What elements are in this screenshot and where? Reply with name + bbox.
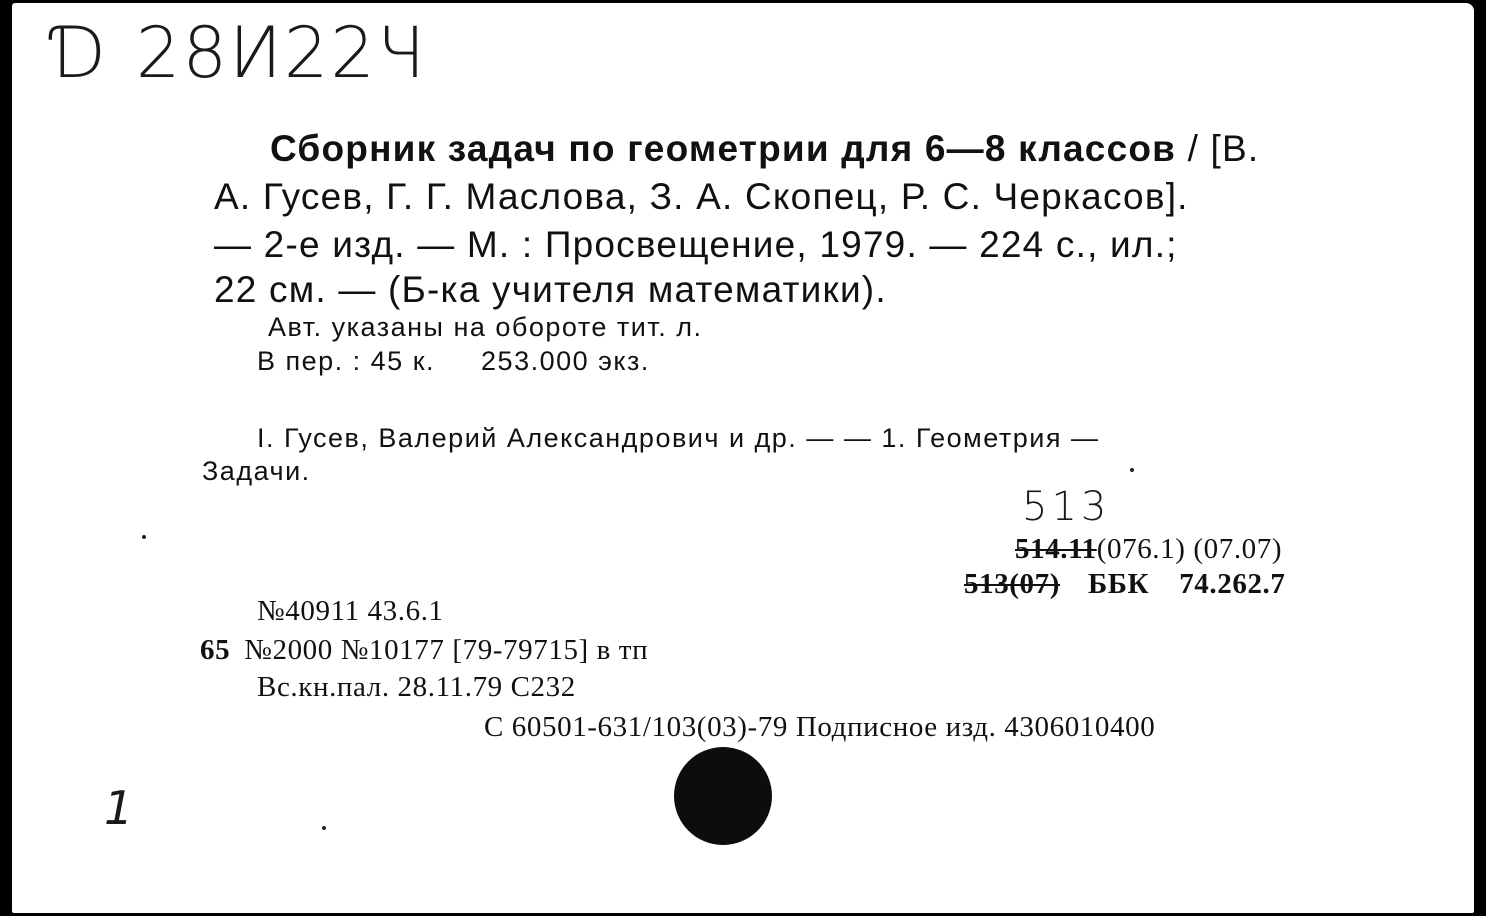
imprint-number: 65 — [200, 634, 231, 666]
bbk-line — [964, 566, 1286, 602]
description-line-3: — 2-е изд. — М. : Просвещение, 1979. — 224 с., ил.; — [214, 224, 1178, 265]
tracings-line-1: I. Гусев, Валерий Александрович и др. — — 1. Геометрия — — [257, 423, 1100, 453]
description-line-1 — [270, 127, 1259, 171]
handwritten-code: 513 — [1022, 484, 1111, 530]
speck — [1130, 468, 1134, 472]
price: В пер. : 45 к. — [257, 346, 436, 376]
print-run: 253.000 экз. — [481, 346, 650, 376]
price-line — [257, 344, 650, 378]
udc-line — [1015, 531, 1282, 567]
imprint-line-2 — [200, 632, 648, 668]
udc-rest: (076.1) (07.07) — [1096, 533, 1283, 565]
udc2-struck: 513(07) — [964, 568, 1061, 600]
shelf-mark: Ɗ 28И22Ч — [52, 12, 427, 94]
book-title: Сборник задач по геометрии для 6—8 классов — [270, 128, 1177, 169]
description-line-4: 22 см. — (Б-ка учителя математики). — [214, 269, 887, 310]
description-line-1-rest: / [В. — [1176, 128, 1260, 169]
imprint-line-1: №40911 43.6.1 — [257, 595, 444, 627]
imprint-line-4: С 60501-631/103(03)-79 Подписное изд. 4306010400 — [484, 711, 1156, 743]
handwritten-page-number: 1 — [104, 781, 134, 835]
bbk-value: 74.262.7 — [1179, 568, 1286, 600]
imprint-line-2-text: №2000 №10177 [79-79715] в тп — [244, 634, 649, 666]
bbk-label: ББК — [1088, 568, 1150, 600]
speck — [142, 535, 146, 539]
udc-struck: 514.11 — [1015, 533, 1097, 565]
catalog-card — [12, 3, 1474, 913]
authors-note: Авт. указаны на обороте тит. л. — [268, 312, 703, 342]
punch-hole — [674, 747, 772, 845]
tracings-line-2: Задачи. — [202, 456, 311, 486]
imprint-line-3: Вс.кн.пал. 28.11.79 С232 — [257, 671, 576, 703]
speck — [322, 826, 326, 830]
description-line-2: А. Гусев, Г. Г. Маслова, З. А. Скопец, Р. С. Черкасов]. — [214, 176, 1189, 217]
